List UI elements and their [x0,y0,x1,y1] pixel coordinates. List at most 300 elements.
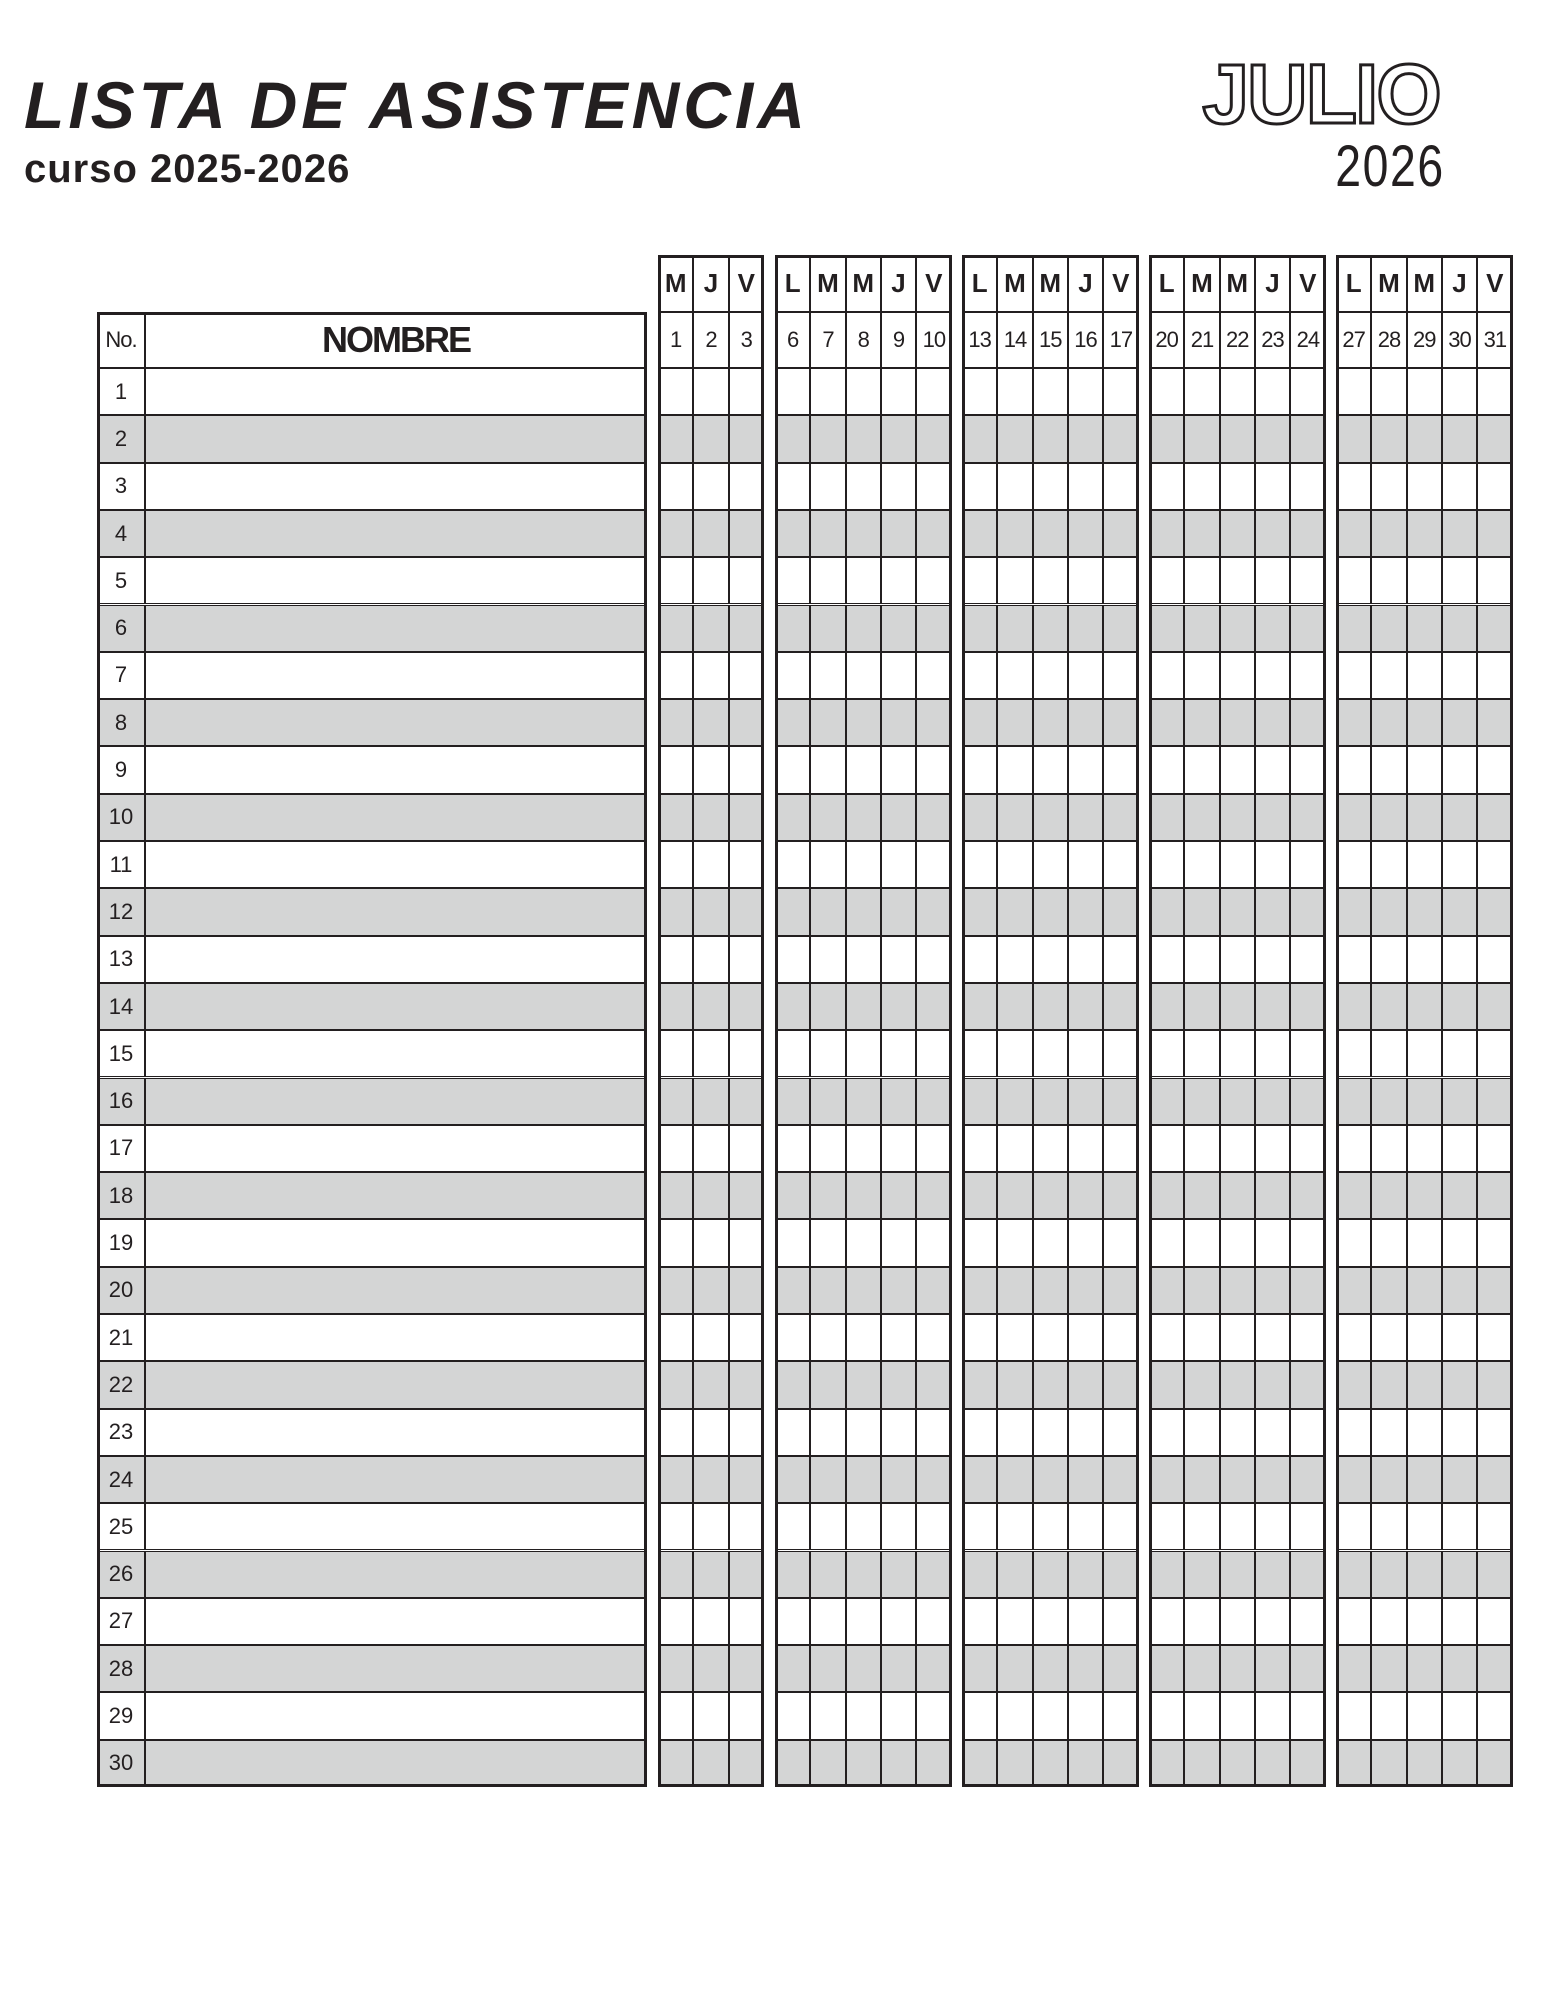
attendance-cell[interactable] [693,368,728,415]
attendance-cell[interactable] [693,1551,728,1598]
attendance-cell[interactable] [962,1219,997,1266]
attendance-cell[interactable] [810,1078,845,1125]
attendance-cell[interactable] [1149,888,1184,935]
attendance-cell[interactable] [1477,1172,1512,1219]
attendance-cell[interactable] [846,605,881,652]
attendance-cell[interactable] [1442,1645,1477,1692]
attendance-cell[interactable] [997,510,1032,557]
attendance-cell[interactable] [693,1267,728,1314]
attendance-cell[interactable] [1103,368,1138,415]
attendance-cell[interactable] [1149,1219,1184,1266]
attendance-cell[interactable] [916,1125,951,1172]
attendance-cell[interactable] [1184,1219,1219,1266]
attendance-cell[interactable] [1103,1740,1138,1787]
attendance-cell[interactable] [1407,1314,1442,1361]
attendance-cell[interactable] [1371,415,1406,462]
attendance-cell[interactable] [1220,936,1255,983]
attendance-cell[interactable] [1149,936,1184,983]
attendance-cell[interactable] [1220,1503,1255,1550]
attendance-cell[interactable] [881,1409,916,1456]
attendance-cell[interactable] [775,1267,810,1314]
attendance-cell[interactable] [962,699,997,746]
attendance-cell[interactable] [693,1645,728,1692]
attendance-cell[interactable] [775,368,810,415]
attendance-cell[interactable] [729,1314,764,1361]
attendance-cell[interactable] [1068,1267,1103,1314]
attendance-cell[interactable] [658,888,693,935]
attendance-cell[interactable] [1149,463,1184,510]
attendance-cell[interactable] [881,1692,916,1739]
attendance-cell[interactable] [997,463,1032,510]
attendance-cell[interactable] [962,605,997,652]
attendance-cell[interactable] [1255,368,1290,415]
attendance-cell[interactable] [1255,1267,1290,1314]
attendance-cell[interactable] [1290,1125,1325,1172]
attendance-cell[interactable] [1184,1551,1219,1598]
attendance-cell[interactable] [1371,746,1406,793]
attendance-cell[interactable] [1336,1219,1371,1266]
attendance-cell[interactable] [916,1314,951,1361]
attendance-cell[interactable] [1033,1409,1068,1456]
attendance-cell[interactable] [962,415,997,462]
attendance-cell[interactable] [729,1456,764,1503]
attendance-cell[interactable] [1255,510,1290,557]
attendance-cell[interactable] [1290,1219,1325,1266]
attendance-cell[interactable] [1371,1740,1406,1787]
attendance-cell[interactable] [962,1598,997,1645]
attendance-cell[interactable] [1290,983,1325,1030]
attendance-cell[interactable] [1371,605,1406,652]
attendance-cell[interactable] [962,1692,997,1739]
attendance-cell[interactable] [1290,841,1325,888]
attendance-cell[interactable] [997,557,1032,604]
attendance-cell[interactable] [997,1361,1032,1408]
attendance-cell[interactable] [810,841,845,888]
attendance-cell[interactable] [962,1267,997,1314]
attendance-cell[interactable] [997,1172,1032,1219]
attendance-cell[interactable] [997,794,1032,841]
attendance-cell[interactable] [1336,936,1371,983]
attendance-cell[interactable] [846,368,881,415]
attendance-cell[interactable] [1184,1078,1219,1125]
attendance-cell[interactable] [1407,605,1442,652]
attendance-cell[interactable] [729,1598,764,1645]
attendance-cell[interactable] [1103,463,1138,510]
attendance-cell[interactable] [1336,1409,1371,1456]
attendance-cell[interactable] [1255,983,1290,1030]
attendance-cell[interactable] [693,415,728,462]
attendance-cell[interactable] [916,1692,951,1739]
attendance-cell[interactable] [1184,652,1219,699]
attendance-cell[interactable] [1407,463,1442,510]
attendance-cell[interactable] [962,1503,997,1550]
attendance-cell[interactable] [1033,1692,1068,1739]
attendance-cell[interactable] [729,746,764,793]
attendance-cell[interactable] [729,1125,764,1172]
attendance-cell[interactable] [658,1078,693,1125]
attendance-cell[interactable] [1477,1456,1512,1503]
attendance-cell[interactable] [916,1503,951,1550]
attendance-cell[interactable] [1149,1692,1184,1739]
attendance-cell[interactable] [1290,1409,1325,1456]
attendance-cell[interactable] [997,699,1032,746]
attendance-cell[interactable] [1103,652,1138,699]
attendance-cell[interactable] [997,1551,1032,1598]
attendance-cell[interactable] [1336,1645,1371,1692]
attendance-cell[interactable] [1220,746,1255,793]
attendance-cell[interactable] [1407,746,1442,793]
attendance-cell[interactable] [1336,1078,1371,1125]
attendance-cell[interactable] [1220,1314,1255,1361]
attendance-cell[interactable] [846,1314,881,1361]
attendance-cell[interactable] [1103,1692,1138,1739]
attendance-cell[interactable] [1477,463,1512,510]
attendance-cell[interactable] [1290,1598,1325,1645]
student-name-field[interactable] [145,841,647,888]
attendance-cell[interactable] [1255,936,1290,983]
attendance-cell[interactable] [729,1551,764,1598]
attendance-cell[interactable] [962,1172,997,1219]
attendance-cell[interactable] [775,1078,810,1125]
attendance-cell[interactable] [1068,1456,1103,1503]
attendance-cell[interactable] [1068,794,1103,841]
attendance-cell[interactable] [1184,510,1219,557]
attendance-cell[interactable] [658,1503,693,1550]
attendance-cell[interactable] [810,1551,845,1598]
attendance-cell[interactable] [658,557,693,604]
attendance-cell[interactable] [693,1361,728,1408]
attendance-cell[interactable] [846,1740,881,1787]
attendance-cell[interactable] [846,1030,881,1077]
attendance-cell[interactable] [1103,1172,1138,1219]
attendance-cell[interactable] [881,699,916,746]
attendance-cell[interactable] [1290,888,1325,935]
attendance-cell[interactable] [1068,557,1103,604]
attendance-cell[interactable] [1336,699,1371,746]
attendance-cell[interactable] [1407,557,1442,604]
attendance-cell[interactable] [846,1078,881,1125]
attendance-cell[interactable] [810,415,845,462]
attendance-cell[interactable] [775,1645,810,1692]
attendance-cell[interactable] [1103,1125,1138,1172]
attendance-cell[interactable] [775,652,810,699]
attendance-cell[interactable] [881,415,916,462]
attendance-cell[interactable] [916,510,951,557]
attendance-cell[interactable] [1220,1692,1255,1739]
student-name-field[interactable] [145,1172,647,1219]
attendance-cell[interactable] [1407,1219,1442,1266]
attendance-cell[interactable] [1103,1456,1138,1503]
attendance-cell[interactable] [729,557,764,604]
attendance-cell[interactable] [1103,1030,1138,1077]
attendance-cell[interactable] [1477,1409,1512,1456]
attendance-cell[interactable] [1033,510,1068,557]
attendance-cell[interactable] [1477,1645,1512,1692]
attendance-cell[interactable] [1371,1361,1406,1408]
attendance-cell[interactable] [1184,841,1219,888]
attendance-cell[interactable] [810,1409,845,1456]
attendance-cell[interactable] [1220,1030,1255,1077]
attendance-cell[interactable] [658,510,693,557]
attendance-cell[interactable] [1290,1078,1325,1125]
attendance-cell[interactable] [1442,1740,1477,1787]
attendance-cell[interactable] [1371,463,1406,510]
student-name-field[interactable] [145,605,647,652]
attendance-cell[interactable] [1184,1267,1219,1314]
attendance-cell[interactable] [810,557,845,604]
attendance-cell[interactable] [1033,1267,1068,1314]
student-name-field[interactable] [145,699,647,746]
attendance-cell[interactable] [1407,1740,1442,1787]
attendance-cell[interactable] [846,1503,881,1550]
attendance-cell[interactable] [1290,1692,1325,1739]
attendance-cell[interactable] [846,1172,881,1219]
attendance-cell[interactable] [1442,888,1477,935]
attendance-cell[interactable] [729,936,764,983]
attendance-cell[interactable] [962,1456,997,1503]
attendance-cell[interactable] [1033,1740,1068,1787]
attendance-cell[interactable] [881,1125,916,1172]
attendance-cell[interactable] [916,1456,951,1503]
attendance-cell[interactable] [1103,510,1138,557]
attendance-cell[interactable] [658,1456,693,1503]
attendance-cell[interactable] [1255,1692,1290,1739]
attendance-cell[interactable] [962,1645,997,1692]
attendance-cell[interactable] [1255,463,1290,510]
attendance-cell[interactable] [1103,1078,1138,1125]
attendance-cell[interactable] [997,1078,1032,1125]
attendance-cell[interactable] [846,794,881,841]
attendance-cell[interactable] [1290,936,1325,983]
attendance-cell[interactable] [916,888,951,935]
attendance-cell[interactable] [881,557,916,604]
attendance-cell[interactable] [729,1078,764,1125]
attendance-cell[interactable] [693,888,728,935]
student-name-field[interactable] [145,1645,647,1692]
attendance-cell[interactable] [881,983,916,1030]
attendance-cell[interactable] [729,1740,764,1787]
attendance-cell[interactable] [775,841,810,888]
attendance-cell[interactable] [962,557,997,604]
attendance-cell[interactable] [962,652,997,699]
attendance-cell[interactable] [810,1172,845,1219]
attendance-cell[interactable] [658,1314,693,1361]
attendance-cell[interactable] [1184,983,1219,1030]
attendance-cell[interactable] [1149,1030,1184,1077]
attendance-cell[interactable] [658,936,693,983]
attendance-cell[interactable] [1220,605,1255,652]
attendance-cell[interactable] [1290,463,1325,510]
attendance-cell[interactable] [962,368,997,415]
attendance-cell[interactable] [729,794,764,841]
student-name-field[interactable] [145,1692,647,1739]
attendance-cell[interactable] [1184,415,1219,462]
attendance-cell[interactable] [1336,1551,1371,1598]
student-name-field[interactable] [145,368,647,415]
attendance-cell[interactable] [1336,557,1371,604]
attendance-cell[interactable] [1220,1172,1255,1219]
attendance-cell[interactable] [1184,1503,1219,1550]
attendance-cell[interactable] [1149,1125,1184,1172]
attendance-cell[interactable] [1149,1172,1184,1219]
attendance-cell[interactable] [881,841,916,888]
attendance-cell[interactable] [693,1030,728,1077]
attendance-cell[interactable] [1477,1267,1512,1314]
attendance-cell[interactable] [693,794,728,841]
attendance-cell[interactable] [1068,415,1103,462]
attendance-cell[interactable] [1184,463,1219,510]
attendance-cell[interactable] [1103,1503,1138,1550]
student-name-field[interactable] [145,557,647,604]
attendance-cell[interactable] [1442,652,1477,699]
attendance-cell[interactable] [1220,1740,1255,1787]
attendance-cell[interactable] [729,463,764,510]
attendance-cell[interactable] [1068,983,1103,1030]
attendance-cell[interactable] [997,605,1032,652]
attendance-cell[interactable] [1442,1219,1477,1266]
attendance-cell[interactable] [1068,652,1103,699]
attendance-cell[interactable] [997,1503,1032,1550]
attendance-cell[interactable] [729,1409,764,1456]
attendance-cell[interactable] [916,1551,951,1598]
attendance-cell[interactable] [658,699,693,746]
attendance-cell[interactable] [1442,746,1477,793]
attendance-cell[interactable] [916,605,951,652]
attendance-cell[interactable] [846,888,881,935]
attendance-cell[interactable] [846,1267,881,1314]
attendance-cell[interactable] [658,983,693,1030]
attendance-cell[interactable] [962,1740,997,1787]
attendance-cell[interactable] [810,699,845,746]
attendance-cell[interactable] [1184,1598,1219,1645]
attendance-cell[interactable] [1336,510,1371,557]
attendance-cell[interactable] [1068,1503,1103,1550]
attendance-cell[interactable] [658,1030,693,1077]
attendance-cell[interactable] [658,1219,693,1266]
attendance-cell[interactable] [1033,699,1068,746]
attendance-cell[interactable] [1371,1598,1406,1645]
attendance-cell[interactable] [1336,463,1371,510]
attendance-cell[interactable] [1184,1030,1219,1077]
attendance-cell[interactable] [775,463,810,510]
attendance-cell[interactable] [775,936,810,983]
attendance-cell[interactable] [1290,368,1325,415]
attendance-cell[interactable] [1336,1361,1371,1408]
attendance-cell[interactable] [1442,936,1477,983]
attendance-cell[interactable] [775,1219,810,1266]
attendance-cell[interactable] [775,1692,810,1739]
attendance-cell[interactable] [1336,794,1371,841]
attendance-cell[interactable] [997,888,1032,935]
attendance-cell[interactable] [1033,605,1068,652]
attendance-cell[interactable] [1103,1598,1138,1645]
attendance-cell[interactable] [1371,888,1406,935]
attendance-cell[interactable] [1442,1078,1477,1125]
attendance-cell[interactable] [810,1267,845,1314]
attendance-cell[interactable] [1220,1267,1255,1314]
attendance-cell[interactable] [1068,1314,1103,1361]
attendance-cell[interactable] [1184,1409,1219,1456]
attendance-cell[interactable] [1184,1645,1219,1692]
attendance-cell[interactable] [1407,699,1442,746]
attendance-cell[interactable] [1407,1267,1442,1314]
attendance-cell[interactable] [916,1030,951,1077]
attendance-cell[interactable] [693,1125,728,1172]
attendance-cell[interactable] [1442,1267,1477,1314]
attendance-cell[interactable] [1149,652,1184,699]
attendance-cell[interactable] [1149,746,1184,793]
attendance-cell[interactable] [1033,1361,1068,1408]
attendance-cell[interactable] [1103,699,1138,746]
attendance-cell[interactable] [775,888,810,935]
attendance-cell[interactable] [729,888,764,935]
attendance-cell[interactable] [1371,1219,1406,1266]
attendance-cell[interactable] [1407,936,1442,983]
attendance-cell[interactable] [775,415,810,462]
attendance-cell[interactable] [1220,463,1255,510]
attendance-cell[interactable] [1033,415,1068,462]
attendance-cell[interactable] [1477,510,1512,557]
attendance-cell[interactable] [775,1503,810,1550]
attendance-cell[interactable] [1290,1314,1325,1361]
attendance-cell[interactable] [1477,368,1512,415]
attendance-cell[interactable] [1068,1219,1103,1266]
attendance-cell[interactable] [1033,936,1068,983]
attendance-cell[interactable] [1442,1598,1477,1645]
attendance-cell[interactable] [1477,1361,1512,1408]
attendance-cell[interactable] [1220,1078,1255,1125]
attendance-cell[interactable] [693,983,728,1030]
attendance-cell[interactable] [1477,605,1512,652]
attendance-cell[interactable] [1255,605,1290,652]
attendance-cell[interactable] [881,1078,916,1125]
attendance-cell[interactable] [1371,1456,1406,1503]
attendance-cell[interactable] [962,1551,997,1598]
attendance-cell[interactable] [658,1740,693,1787]
attendance-cell[interactable] [1103,888,1138,935]
attendance-cell[interactable] [1068,1361,1103,1408]
attendance-cell[interactable] [1290,746,1325,793]
attendance-cell[interactable] [916,1740,951,1787]
attendance-cell[interactable] [881,888,916,935]
attendance-cell[interactable] [916,652,951,699]
attendance-cell[interactable] [846,983,881,1030]
attendance-cell[interactable] [916,1267,951,1314]
attendance-cell[interactable] [1477,1551,1512,1598]
attendance-cell[interactable] [658,1172,693,1219]
attendance-cell[interactable] [1290,1267,1325,1314]
attendance-cell[interactable] [693,841,728,888]
attendance-cell[interactable] [997,1598,1032,1645]
attendance-cell[interactable] [916,1598,951,1645]
attendance-cell[interactable] [1068,1030,1103,1077]
attendance-cell[interactable] [1255,1314,1290,1361]
student-name-field[interactable] [145,1503,647,1550]
attendance-cell[interactable] [1371,1172,1406,1219]
attendance-cell[interactable] [962,888,997,935]
attendance-cell[interactable] [997,1030,1032,1077]
student-name-field[interactable] [145,1030,647,1077]
attendance-cell[interactable] [1255,841,1290,888]
attendance-cell[interactable] [916,463,951,510]
attendance-cell[interactable] [1442,1551,1477,1598]
attendance-cell[interactable] [1336,1740,1371,1787]
attendance-cell[interactable] [1407,1503,1442,1550]
attendance-cell[interactable] [1407,510,1442,557]
attendance-cell[interactable] [1068,1125,1103,1172]
attendance-cell[interactable] [658,1645,693,1692]
attendance-cell[interactable] [1336,1503,1371,1550]
